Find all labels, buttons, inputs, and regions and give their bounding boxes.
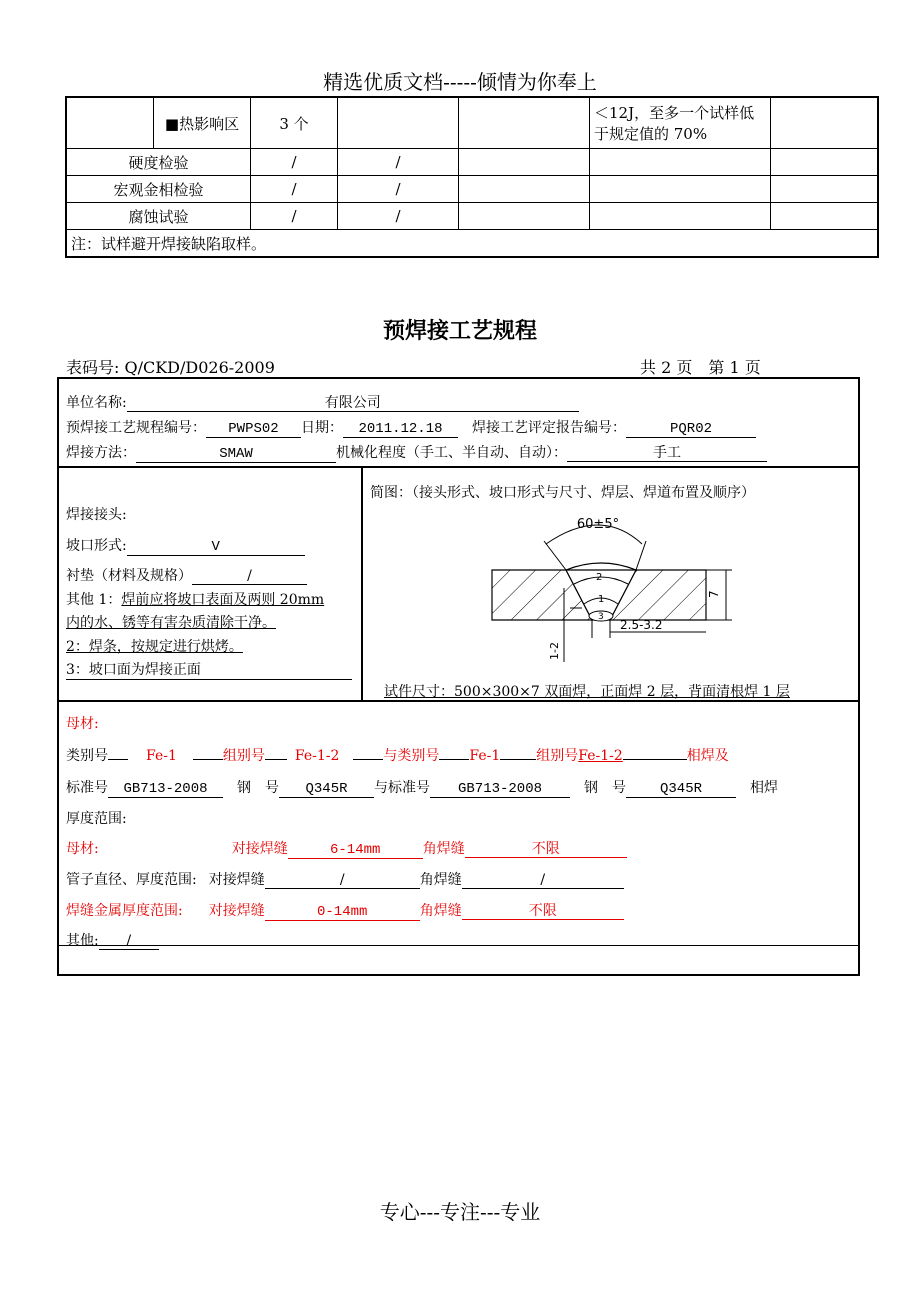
unit-field: 有限公司 bbox=[127, 395, 579, 412]
other3-row: 3：坡口面为焊接正面 bbox=[66, 659, 352, 680]
test-table bbox=[65, 96, 879, 258]
with-cat-value: Fe-1 bbox=[469, 748, 501, 764]
wm-fillet-value: 不限 bbox=[462, 903, 624, 920]
pipe-fillet-value: / bbox=[462, 872, 624, 889]
other-value: / bbox=[99, 933, 159, 950]
category-row: 类别号 Fe-1 组别号 Fe-1-2 与类别号 Fe-1 组别号Fe-1-2 相焊及 bbox=[66, 748, 729, 764]
method-field: SMAW bbox=[136, 446, 336, 463]
haz-label: ■热影响区 bbox=[154, 97, 251, 149]
bm-butt-value: 6-14mm bbox=[288, 842, 423, 859]
table-cell: / bbox=[251, 176, 338, 203]
std-value: GB713-2008 bbox=[108, 781, 223, 798]
table-cell: / bbox=[251, 203, 338, 230]
table-cell: / bbox=[338, 149, 459, 176]
corrosion-test: 腐蚀试验 bbox=[66, 203, 251, 230]
std2-value: GB713-2008 bbox=[430, 781, 570, 798]
thickness-label: 7 bbox=[707, 590, 721, 598]
standard-row: 标准号 GB713-2008 钢 号 Q345R 与标准号 GB713-2008 钢 号 Q345R 相焊 bbox=[66, 780, 778, 797]
grp-value: Fe-1-2 bbox=[294, 748, 340, 764]
base-metal-title: 母材: bbox=[66, 716, 99, 732]
weld-metal-row: 焊缝金属厚度范围: 对接焊缝 0-14mm 角焊缝 不限 bbox=[66, 900, 624, 921]
form-code: 表码号: Q/CKD/D026-2009 bbox=[66, 358, 275, 377]
haz-count: 3 个 bbox=[251, 97, 338, 149]
wps-number: PWPS02 bbox=[206, 421, 301, 438]
other1-cont: 内的水、锈等有害杂质清除干净。 bbox=[66, 615, 276, 631]
steel-value: Q345R bbox=[279, 781, 374, 798]
joint-title: 焊接接头: bbox=[66, 507, 127, 523]
root-face-label: 1-2 bbox=[548, 642, 561, 660]
pass-3: 3 bbox=[598, 612, 604, 622]
page-info: 共 2 页 第 1 页 bbox=[640, 358, 761, 377]
pass-1: 1 bbox=[598, 594, 605, 605]
gap-label: 2.5-3.2 bbox=[620, 618, 663, 632]
table-cell: / bbox=[251, 149, 338, 176]
macro-test: 宏观金相检验 bbox=[66, 176, 251, 203]
table-note: 注：试样避开焊接缺陷取样。 bbox=[66, 230, 878, 258]
page-footer: 专心---专注---专业 bbox=[379, 1200, 541, 1224]
page-header: 精选优质文档-----倾情为你奉上 bbox=[323, 70, 597, 94]
pipe-butt-value: / bbox=[265, 872, 420, 889]
angle-label: 60±5° bbox=[576, 517, 620, 532]
table-cell: / bbox=[338, 203, 459, 230]
backing-row: 衬垫（材料及规格） / bbox=[66, 565, 307, 585]
groove-row: 坡口形式: V bbox=[66, 535, 305, 556]
steel2-value: Q345R bbox=[626, 781, 736, 798]
hardness-test: 硬度检验 bbox=[66, 149, 251, 176]
wm-butt-value: 0-14mm bbox=[265, 904, 420, 921]
cat-value: Fe-1 bbox=[146, 748, 177, 764]
pqr-number: PQR02 bbox=[626, 421, 756, 438]
pipe-row: 管子直径、厚度范围: 对接焊缝 / 角焊缝 / bbox=[66, 869, 624, 889]
backing-field: / bbox=[192, 568, 307, 585]
other1-row: 其他 1：焊前应将坡口表面及两则 20mm bbox=[66, 592, 325, 608]
grp2-value: Fe-1-2 bbox=[578, 748, 623, 764]
pass-2: 2 bbox=[596, 572, 603, 583]
wps-row: 预焊接工艺规程编号： PWPS02 日期： 2011.12.18 焊接工艺评定报告编号： PQR02 bbox=[66, 417, 756, 438]
other2-row: 2：焊条，按规定进行烘烤。 bbox=[66, 639, 243, 655]
haz-requirement: ＜12J，至多一个试样低 于规定值的 70% bbox=[590, 97, 771, 149]
sketch-caption: 简图：（接头形式、坡口形式与尺寸、焊层、焊道布置及顺序） bbox=[370, 485, 755, 501]
thickness-range: 厚度范围: bbox=[66, 811, 127, 827]
unit-row: 单位名称: 有限公司 bbox=[66, 392, 579, 412]
bm-fillet-value: 不限 bbox=[465, 841, 627, 858]
table-cell: / bbox=[338, 176, 459, 203]
page-title: 预焊接工艺规程 bbox=[382, 319, 537, 344]
date-field: 2011.12.18 bbox=[343, 421, 458, 438]
groove-field: V bbox=[127, 539, 305, 556]
mech-field: 手工 bbox=[567, 445, 767, 462]
specimen-size: 试件尺寸：500×300×7 双面焊，正面焊 2 层，背面清根焊 1 层 bbox=[384, 684, 790, 700]
bm-thickness-row: 母材: 对接焊缝 6-14mm 角焊缝 不限 bbox=[66, 838, 627, 859]
method-row: 焊接方法： SMAW 机械化程度（手工、半自动、自动）： 手工 bbox=[66, 442, 767, 463]
other-row: 其他: / bbox=[66, 930, 159, 950]
weld-sketch bbox=[470, 508, 770, 668]
